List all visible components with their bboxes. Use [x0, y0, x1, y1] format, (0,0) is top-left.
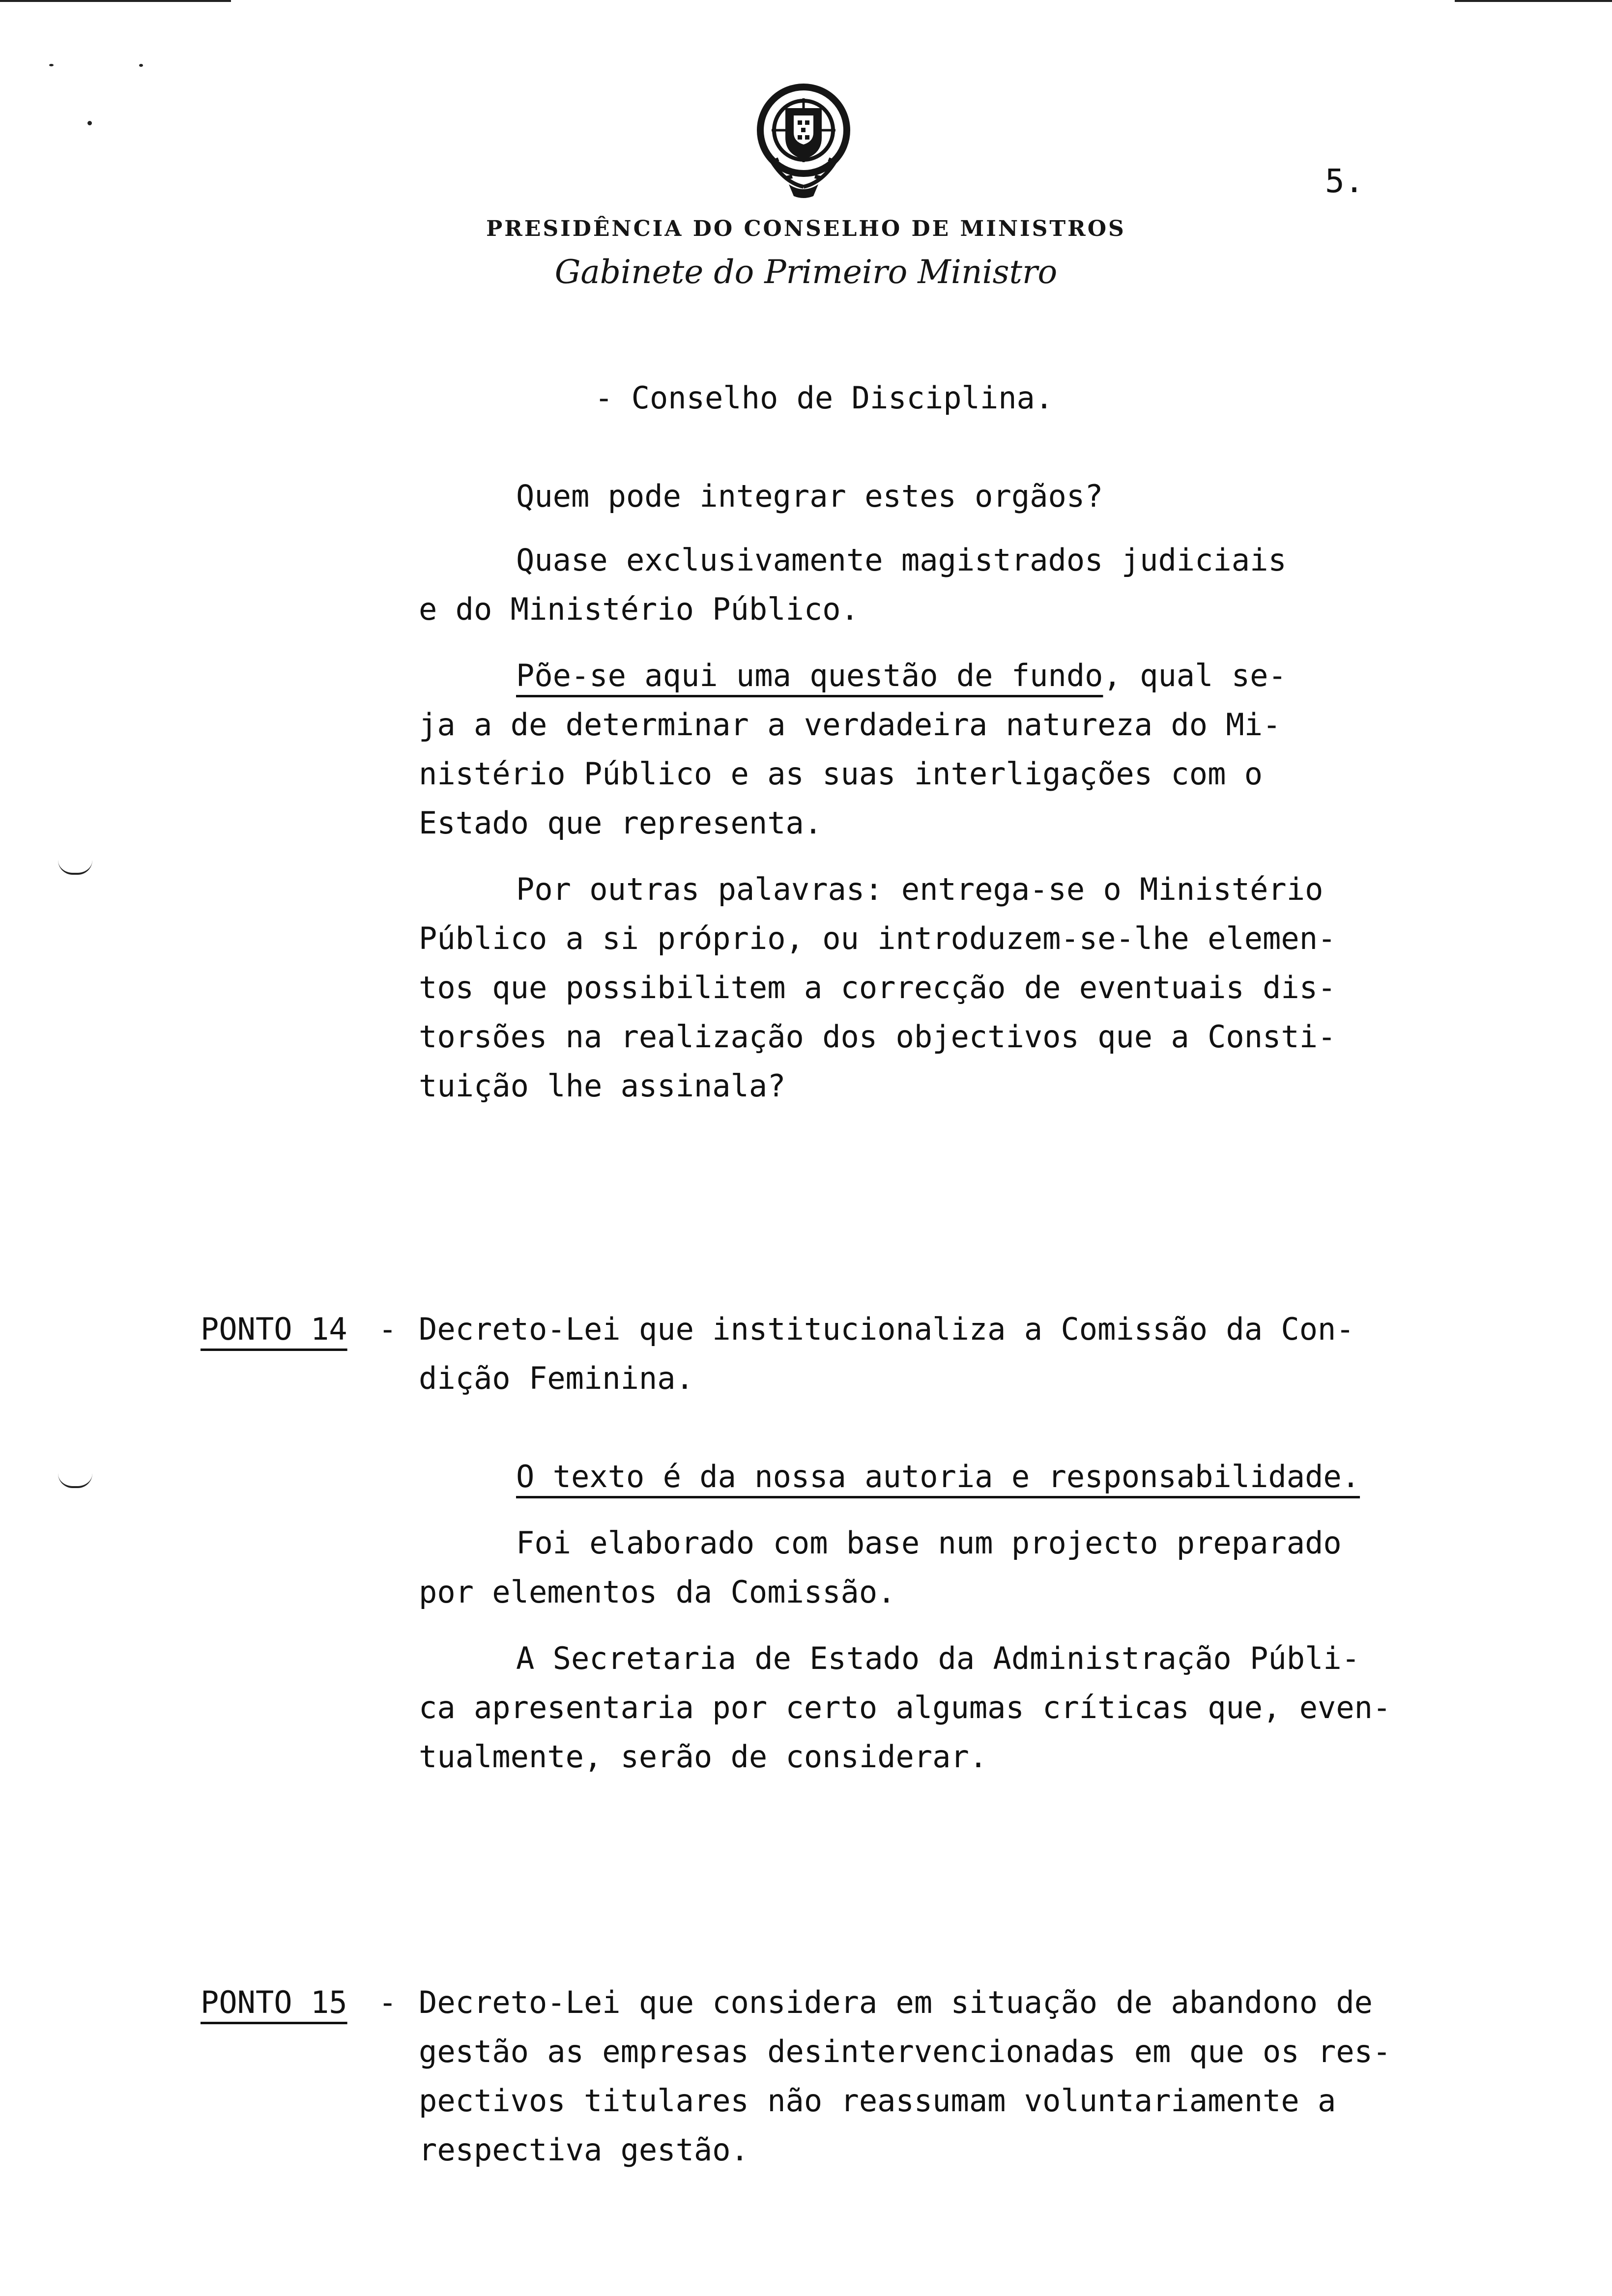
issue-line-3: nistério Público e as suas interligações com o [419, 756, 1263, 792]
list-item-conselho-disciplina: - Conselho de Disciplina. [595, 380, 1054, 416]
other-words-line-3: tos que possibilitem a correcção de eventuais dis- [419, 970, 1336, 1005]
ponto-14-dash: - [378, 1311, 397, 1347]
answer-line-1: Quase exclusivamente magistrados judiciais [516, 542, 1287, 578]
answer-line-2: e do Ministério Público. [419, 591, 859, 627]
ponto-15-title-line-3: pectivos titulares não reassumam voluntariamente a [419, 2083, 1336, 2119]
ponto-14-title-line-1: Decreto-Lei que institucionaliza a Comissão da Con- [419, 1311, 1354, 1347]
scan-edge-line [0, 0, 231, 2]
issue-line-4: Estado que representa. [419, 805, 823, 841]
issue-line-1-rest: , qual se- [1103, 658, 1287, 693]
ponto-15-label: PONTO 15 [201, 1984, 347, 2020]
ponto-15-title-line-1: Decreto-Lei que considera em situação de abandono de [419, 1984, 1373, 2020]
scan-edge-line [1455, 0, 1612, 2]
cabinet-subheading: Gabinete do Primeiro Ministro [554, 253, 1058, 291]
ponto-14-secretaria-line-2: ca apresentaria por certo algumas críticas que, even- [419, 1690, 1391, 1725]
question-line: Quem pode integrar estes orgãos? [516, 478, 1103, 514]
ponto-14-secretaria-line-1: A Secretaria de Estado da Administração Públi- [516, 1640, 1360, 1676]
issue-line-1 [516, 651, 1287, 700]
ponto-15-title-line-2: gestão as empresas desintervencionadas em que os res- [419, 2034, 1391, 2069]
margin-mark [58, 860, 92, 875]
other-words-line-4: torsões na realização dos objectivos que a Consti- [419, 1019, 1336, 1055]
other-words-line-1: Por outras palavras: entrega-se o Ministério [516, 871, 1324, 907]
coat-of-arms-emblem [742, 79, 865, 201]
issue-line-2: ja a de determinar a verdadeira natureza do Mi- [419, 707, 1281, 743]
ponto-14-basis-line-2: por elementos da Comissão. [419, 1574, 896, 1610]
scan-speck [87, 121, 92, 125]
ponto-14-basis-line-1: Foi elaborado com base num projecto preparado [516, 1525, 1342, 1561]
ponto-15-dash: - [378, 1984, 397, 2020]
ponto-15-title-line-4: respectiva gestão. [419, 2132, 749, 2168]
ponto-14-label: PONTO 14 [201, 1311, 347, 1347]
issue-underlined-phrase: Põe-se aqui uma questão de fundo [516, 658, 1103, 693]
scan-speck [49, 64, 54, 66]
other-words-line-2: Público a si próprio, ou introduzem-se-lhe elemen- [419, 920, 1336, 956]
office-heading: PRESIDÊNCIA DO CONSELHO DE MINISTROS [486, 216, 1126, 241]
ponto-14-title-line-2: dição Feminina. [419, 1360, 694, 1396]
page-number: 5. [1325, 162, 1364, 200]
other-words-line-5: tuição lhe assinala? [419, 1068, 786, 1104]
ponto-14-secretaria-line-3: tualmente, serão de considerar. [419, 1739, 988, 1775]
ponto-14-authorship: O texto é da nossa autoria e responsabilidade. [516, 1459, 1360, 1494]
margin-mark [58, 1473, 92, 1488]
scan-speck [139, 64, 143, 67]
